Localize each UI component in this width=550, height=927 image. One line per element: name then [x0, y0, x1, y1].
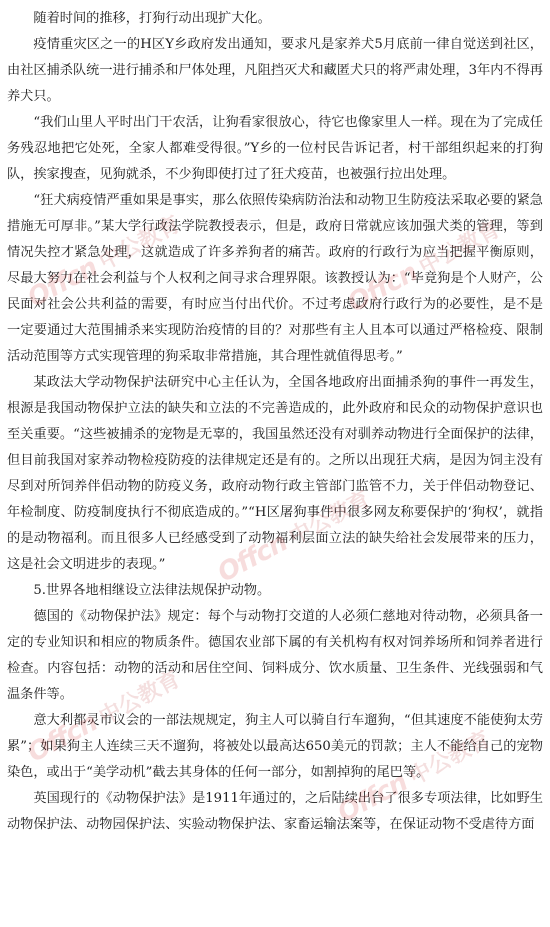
paragraph-8: 英国现行的《动物保护法》是1911年通过的，之后陆续出台了很多专项法律，比如野生动物保护法、动物园保护法、实验动物保护法、家畜运输法案等，在保证动物不受虐待方面: [7, 791, 543, 832]
watermark-mark: Offcn: [23, 252, 103, 314]
paragraph-4: “狂犬病疫情严重如果是事实，那么依照传染病防治法和动物卫生防疫法采取必要的紧急措施无可厚非。”某大学行政法学院教授表示，但是，政府日常就应该加强犬类的管理，等到情况失控才紧急处理，这就造成了许多养狗者的痛苦。政府的行政行为应当把握平衡原则，尽最大努力在社会利益与个人权利之间寻求合理界限。该教授认为：“毕竟狗是个人财产，公民面对社会公共利益的需要，有时应当付出代价。不过考虑政府行政行为的必要性，是不是一定要通过大范围捕杀来实现防治疫情的目的？对那些有主人且本可以通过严格检疫、限制活动范围等方式实现管理的狗采取非常措施，其合理性就值得思考。”: [7, 193, 543, 364]
watermark-text: 中公教育: [95, 666, 185, 731]
watermark-mark: Offcn: [343, 257, 423, 319]
watermark-mark: Offcn: [213, 527, 293, 589]
paragraph-2: 疫情重灾区之一的H区Y乡政府发出通知，要求凡是家养犬5月底前一律自觉送到社区，由社区捕杀队统一进行捕杀和尸体处理，凡阻挡灭犬和藏匿犬只的将严肃处理，3年内不得再养犬只。: [7, 37, 543, 104]
watermark-text: 中公教育: [405, 726, 495, 791]
paragraph-5: 某政法大学动物保护法研究中心主任认为，全国各地政府出面捕杀狗的事件一再发生，根源是我国动物保护立法的缺失和立法的不完善造成的，此外政府和民众的动物保护意识也至关重要。“这些被捕杀的宠物是无辜的，我国虽然还没有对驯养动物进行全面保护的法律，但目前我国对家养动物检疫防疫的法律规定还是有的。之所以出现狂犬病，是因为饲主没有尽到对所饲养伴侣动物的防疫义务，政府动物行政主管部门监管不力，关于伴侣动物登记、年检制度、防疫制度执行不彻底造成的。”“H区屠狗事件中很多网友称要保护的‘狗权’，就指的是动物福利。而且很多人已经感受到了动物福利层面立法的缺失给社会发展带来的压力，这是社会文明进步的表现。”: [7, 375, 543, 572]
section-heading: 5.世界各地相继设立法律法规保护动物。: [33, 583, 271, 598]
paragraph-1: 随着时间的推移，打狗行动出现扩大化。: [33, 11, 271, 26]
paragraph-7: 意大利都灵市议会的一部法规规定，狗主人可以骑自行车遛狗，“但其速度不能使狗太劳累”；如果狗主人连续三天不遛狗，将被处以最高达650美元的罚款；主人不能给自己的宠物染色，或出于“美学动机”截去其身体的任何一部分，如割掉狗的尾巴等。: [7, 713, 543, 780]
watermark-mark: Offcn: [333, 767, 413, 829]
watermark-text: 中公教育: [285, 486, 375, 551]
paragraph-3: “我们山里人平时出门干农活，让狗看家很放心，待它也像家里人一样。现在为了完成任务残忍地把它处死，全家人都难受得很。”Y乡的一位村民告诉记者，村干部组织起来的打狗队，挨家搜查，见狗就杀，不少狗即使打过了狂犬疫苗，也被强行拉出处理。: [7, 115, 543, 182]
watermark-text: 中公教育: [95, 211, 185, 276]
paragraph-6: 德国的《动物保护法》规定：每个与动物打交道的人必须仁慈地对待动物，必须具备一定的专业知识和相应的物质条件。德国农业部下属的有关机构有权对饲养场所和饲养者进行检查。内容包括：动物的活动和居住空间、饲料成分、饮水质量、卫生条件、光线强弱和气温条件等。: [7, 609, 543, 702]
watermark-text: 中公教育: [415, 216, 505, 281]
watermark-mark: Offcn: [23, 707, 103, 769]
